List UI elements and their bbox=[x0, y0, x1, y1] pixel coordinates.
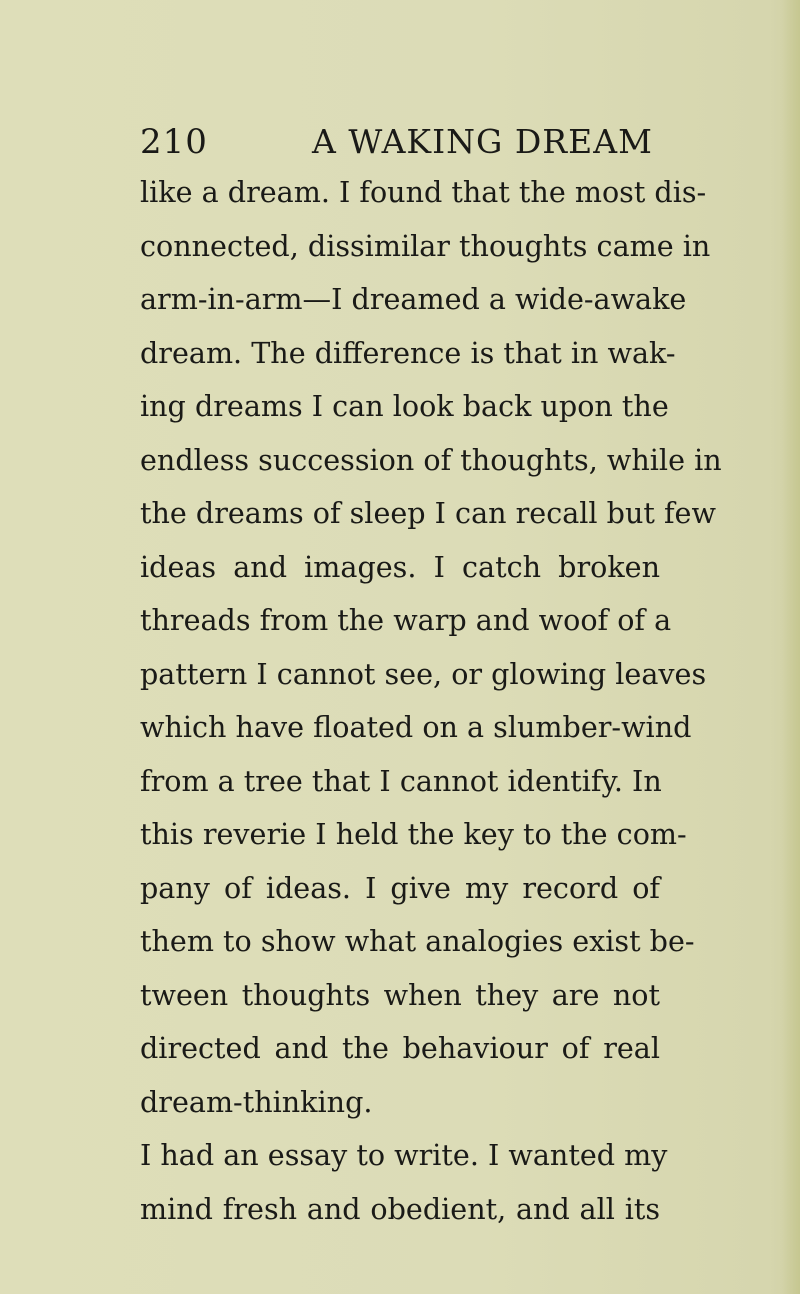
text-line: arm-in-arm—I dreamed a wide-awake bbox=[140, 282, 687, 316]
text-line: connected, dissimilar thoughts came in bbox=[140, 228, 711, 263]
text-line: ing dreams I can look back upon the bbox=[140, 389, 669, 423]
text-line: dream-thinking. bbox=[140, 1084, 373, 1119]
text-line: the dreams of sleep I can recall but few bbox=[140, 496, 716, 530]
text-line: mind fresh and obedient, and all its bbox=[140, 1191, 660, 1226]
text-line: tween thoughts when they are not bbox=[140, 977, 660, 1012]
text-line: ideas and images. I catch broken bbox=[140, 549, 660, 584]
text-line: this reverie I held the key to the com- bbox=[140, 817, 687, 851]
text-line: I had an essay to write. I wanted my bbox=[140, 1138, 668, 1172]
text-line: pany of ideas. I give my record of bbox=[140, 870, 660, 905]
text-line: like a dream. I found that the most dis- bbox=[140, 175, 707, 209]
page-header bbox=[140, 118, 660, 166]
body-text bbox=[140, 166, 722, 1236]
text-line: threads from the warp and woof of a bbox=[140, 603, 672, 637]
running-head: A WAKING DREAM bbox=[312, 122, 653, 161]
text-line: dream. The difference is that in wak- bbox=[140, 335, 676, 370]
text-line: which have floated on a slumber-wind bbox=[140, 710, 692, 744]
text-line: pattern I cannot see, or glowing leaves bbox=[140, 656, 707, 691]
text-line: directed and the behaviour of real bbox=[140, 1031, 660, 1065]
text-line: from a tree that I cannot identify. In bbox=[140, 763, 662, 798]
page-number: 210 bbox=[140, 122, 208, 162]
text-line: endless succession of thoughts, while in bbox=[140, 442, 722, 477]
page-edge-shadow bbox=[782, 0, 800, 1294]
text-line: them to show what analogies exist be- bbox=[140, 924, 695, 958]
